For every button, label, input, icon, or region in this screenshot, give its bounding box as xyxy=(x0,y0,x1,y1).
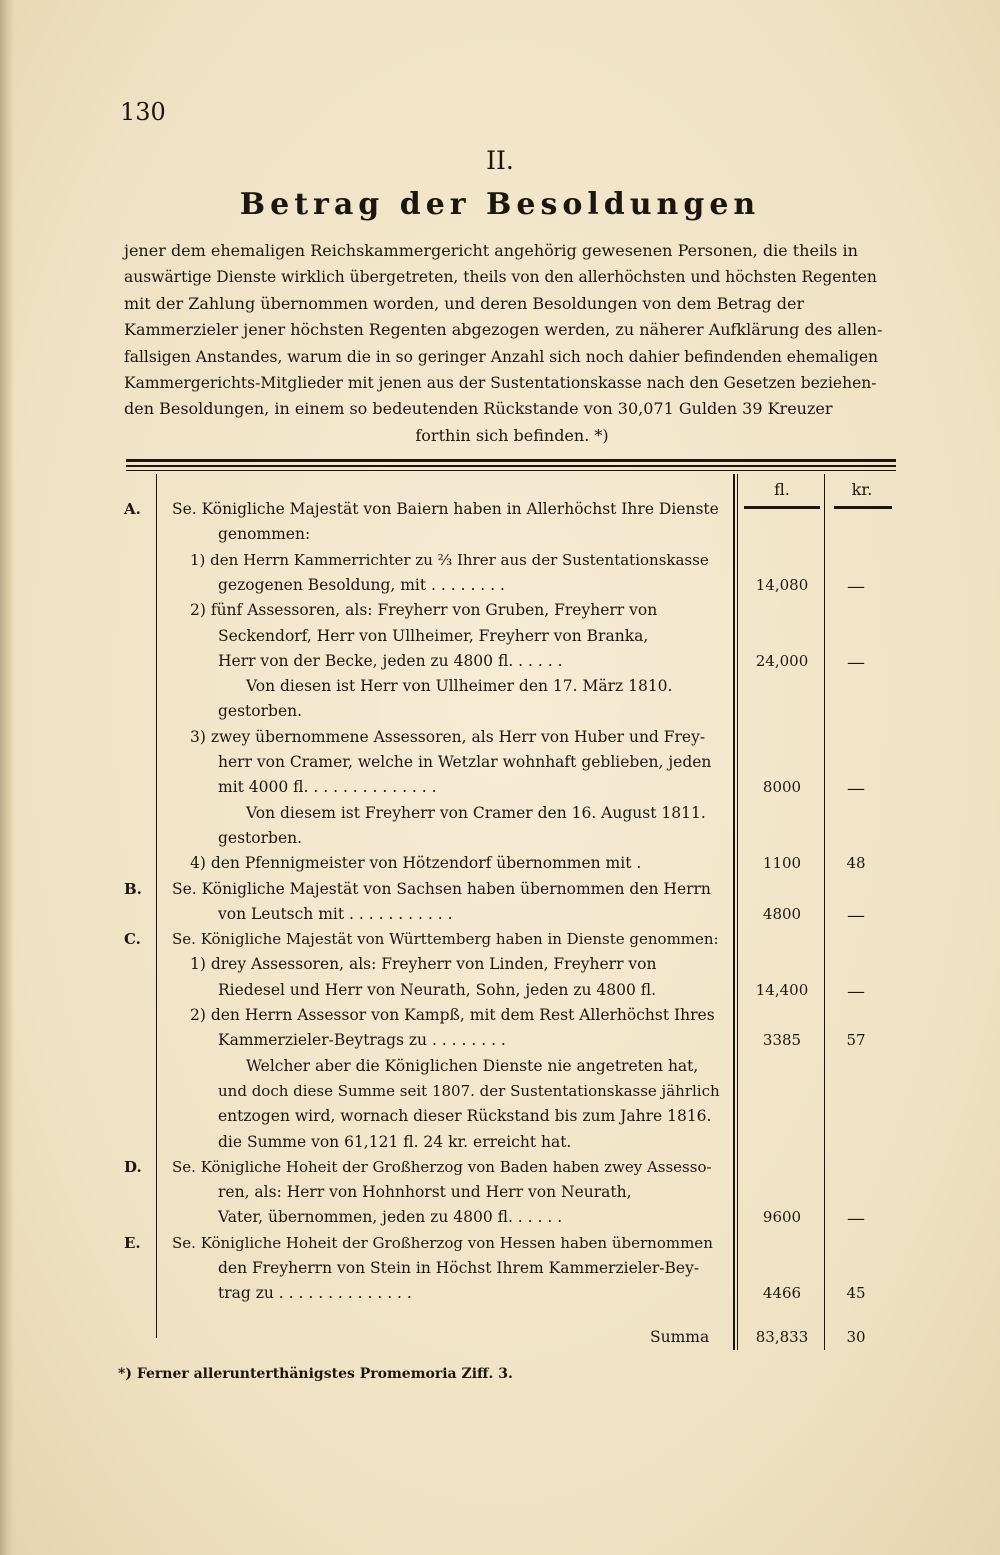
intro-line: auswärtige Dienste wirklich übergetreten, theils von den allerhöchsten und höchsten Regenten xyxy=(124,268,877,287)
intro-line: den Besoldungen, in einem so bedeutenden Rückstande von 30,071 Gulden 39 Kreuzer xyxy=(124,399,833,419)
summa-row xyxy=(0,1328,1000,1354)
row-letter: E. xyxy=(124,1233,141,1252)
table-row xyxy=(0,1259,1000,1285)
row-text: Se. Königliche Hoheit der Großherzog von Hessen haben übernommen xyxy=(172,1233,713,1252)
row-amount-kr: — xyxy=(847,651,865,673)
table-row xyxy=(0,677,1000,703)
row-amount-kr: — xyxy=(847,904,865,926)
row-letter: C. xyxy=(124,930,141,949)
row-text: 3) zwey übernommene Assessoren, als Herr von Huber und Frey- xyxy=(190,727,706,746)
row-text: von Leutsch mit . . . . . . . . . . . xyxy=(218,904,453,923)
row-text: Se. Königliche Majestät von Württemberg haben in Dienste genommen: xyxy=(172,930,719,949)
row-text: Seckendorf, Herr von Ullheimer, Freyherr von Branka, xyxy=(218,626,649,645)
row-amount-kr: — xyxy=(847,778,865,800)
summa-fl: 83,833 xyxy=(755,1328,809,1346)
table-row xyxy=(0,1031,1000,1057)
row-text: gezogenen Besoldung, mit . . . . . . . . xyxy=(218,575,505,594)
row-text: die Summe von 61,121 fl. 24 kr. erreicht hat. xyxy=(218,1132,572,1151)
row-text: Vater, übernommen, jeden zu 4800 fl. . . . . . xyxy=(218,1208,563,1227)
row-text: trag zu . . . . . . . . . . . . . . xyxy=(218,1284,412,1303)
row-text: Se. Königliche Majestät von Sachsen haben übernommen den Herrn xyxy=(172,879,711,898)
table-row xyxy=(0,1006,1000,1032)
row-text: entzogen wird, wornach dieser Rückstand bis zum Jahre 1816. xyxy=(218,1107,712,1126)
table-row xyxy=(0,753,1000,779)
row-amount-fl: 24,000 xyxy=(755,651,809,670)
table-row xyxy=(0,652,1000,678)
table-row xyxy=(0,1208,1000,1234)
row-amount-fl: 4466 xyxy=(762,1284,802,1303)
row-text: Herr von der Becke, jeden zu 4800 fl. . . . . . xyxy=(218,651,563,670)
row-text: gestorben. xyxy=(218,828,303,847)
table-row xyxy=(0,854,1000,880)
summa-kr: 30 xyxy=(846,1328,866,1346)
section-numeral: II. xyxy=(486,146,514,175)
row-amount-kr: 57 xyxy=(846,1031,866,1050)
row-text: Welcher aber die Königlichen Dienste nie angetreten hat, xyxy=(246,1056,699,1075)
row-text: den Freyherrn von Stein in Höchst Ihrem Kammerzieler-Bey- xyxy=(218,1259,700,1277)
table-row xyxy=(0,880,1000,906)
row-letter: A. xyxy=(124,500,141,518)
table-row xyxy=(0,1183,1000,1209)
intro-line: fallsigen Anstandes, warum die in so geringer Anzahl sich noch dahier befindenden ehemaligen xyxy=(124,347,878,366)
row-text: Von diesen ist Herr von Ullheimer den 17. März 1810. xyxy=(246,677,673,696)
table-row xyxy=(0,1234,1000,1260)
row-text: 2) fünf Assessoren, als: Freyherr von Gruben, Freyherr von xyxy=(190,601,658,620)
row-amount-fl: 1100 xyxy=(762,854,802,873)
table-row xyxy=(0,829,1000,855)
table-row xyxy=(0,728,1000,754)
column-header-fl: fl. xyxy=(774,480,790,499)
row-text: gestorben. xyxy=(218,702,303,721)
footnote: *) Ferner allerunterthänigstes Promemoria Ziff. 3. xyxy=(118,1366,513,1382)
row-text: ren, als: Herr von Hohnhorst und Herr von Neurath, xyxy=(218,1183,632,1202)
table-row xyxy=(0,930,1000,956)
row-amount-kr: — xyxy=(847,1208,865,1230)
row-text: Se. Königliche Majestät von Baiern haben in Allerhöchst Ihre Dienste xyxy=(172,500,719,518)
row-text: herr von Cramer, welche in Wetzlar wohnhaft geblieben, jeden xyxy=(218,753,712,771)
table-row xyxy=(0,601,1000,627)
intro-line: mit der Zahlung übernommen worden, und deren Besoldungen von dem Betrag der xyxy=(124,293,805,313)
intro-line: forthin sich befinden. *) xyxy=(415,425,609,445)
row-text: 2) den Herrn Assessor von Kampß, mit dem Rest Allerhöchst Ihres xyxy=(190,1006,715,1024)
table-top-rule xyxy=(126,465,896,467)
summa-label: Summa xyxy=(650,1328,710,1346)
table-row xyxy=(0,627,1000,653)
row-amount-kr: — xyxy=(847,575,865,597)
row-amount-kr: 45 xyxy=(846,1284,866,1303)
row-text: Von diesem ist Freyherr von Cramer den 16. August 1811. xyxy=(246,803,706,822)
row-letter: B. xyxy=(124,879,142,898)
table-row xyxy=(0,576,1000,602)
row-amount-fl: 14,400 xyxy=(755,980,809,999)
row-text: und doch diese Summe seit 1807. der Sustentationskasse jährlich xyxy=(218,1081,720,1100)
intro-line: jener dem ehemaligen Reichskammergericht angehörig gewesenen Personen, die theils in xyxy=(124,241,858,260)
row-text: Riedesel und Herr von Neurath, Sohn, jeden zu 4800 fl. xyxy=(218,980,657,999)
row-text: genommen: xyxy=(218,525,311,544)
row-text: Kammerzieler-Beytrags zu . . . . . . . . xyxy=(218,1031,506,1050)
row-text: 1) drey Assessoren, als: Freyherr von Linden, Freyherr von xyxy=(190,955,657,974)
row-amount-fl: 9600 xyxy=(762,1208,802,1227)
row-text: mit 4000 fl. . . . . . . . . . . . . . xyxy=(218,778,437,797)
table-row xyxy=(0,905,1000,931)
table-row xyxy=(0,500,1000,526)
row-amount-fl: 4800 xyxy=(762,904,802,923)
table-row xyxy=(0,525,1000,551)
table-top-rule xyxy=(126,470,896,471)
table-row xyxy=(0,1133,1000,1159)
table-row xyxy=(0,1082,1000,1108)
intro-paragraph xyxy=(124,238,900,449)
intro-line: Kammerzieler jener höchsten Regenten abgezogen werden, zu näherer Aufklärung des allen- xyxy=(124,320,883,340)
table-row xyxy=(0,1107,1000,1133)
page-title: Betrag der Besoldungen xyxy=(239,187,761,222)
row-text: Se. Königliche Hoheit der Großherzog von Baden haben zwey Assesso- xyxy=(172,1157,712,1176)
table-row xyxy=(0,1057,1000,1083)
table-row xyxy=(0,1284,1000,1310)
page-number: 130 xyxy=(120,98,166,126)
table-row xyxy=(0,981,1000,1007)
table-row xyxy=(0,778,1000,804)
table-top-rule xyxy=(126,459,896,462)
row-text: 1) den Herrn Kammerrichter zu ⅔ Ihrer aus der Sustentationskasse xyxy=(190,550,709,569)
row-letter: D. xyxy=(124,1157,142,1176)
row-amount-fl: 14,080 xyxy=(755,575,809,594)
table-row xyxy=(0,551,1000,577)
row-amount-kr: 48 xyxy=(846,854,866,873)
column-header-kr: kr. xyxy=(851,480,873,499)
table-row xyxy=(0,702,1000,728)
row-amount-fl: 3385 xyxy=(762,1031,802,1050)
row-text: 4) den Pfennigmeister von Hötzendorf übernommen mit . xyxy=(190,854,642,873)
table-row xyxy=(0,955,1000,981)
table-row xyxy=(0,804,1000,830)
row-amount-fl: 8000 xyxy=(762,778,802,797)
row-amount-kr: — xyxy=(847,980,865,1002)
intro-line: Kammergerichts-Mitglieder mit jenen aus der Sustentationskasse nach den Gesetzen beziehen- xyxy=(124,374,877,393)
table-row xyxy=(0,1158,1000,1184)
